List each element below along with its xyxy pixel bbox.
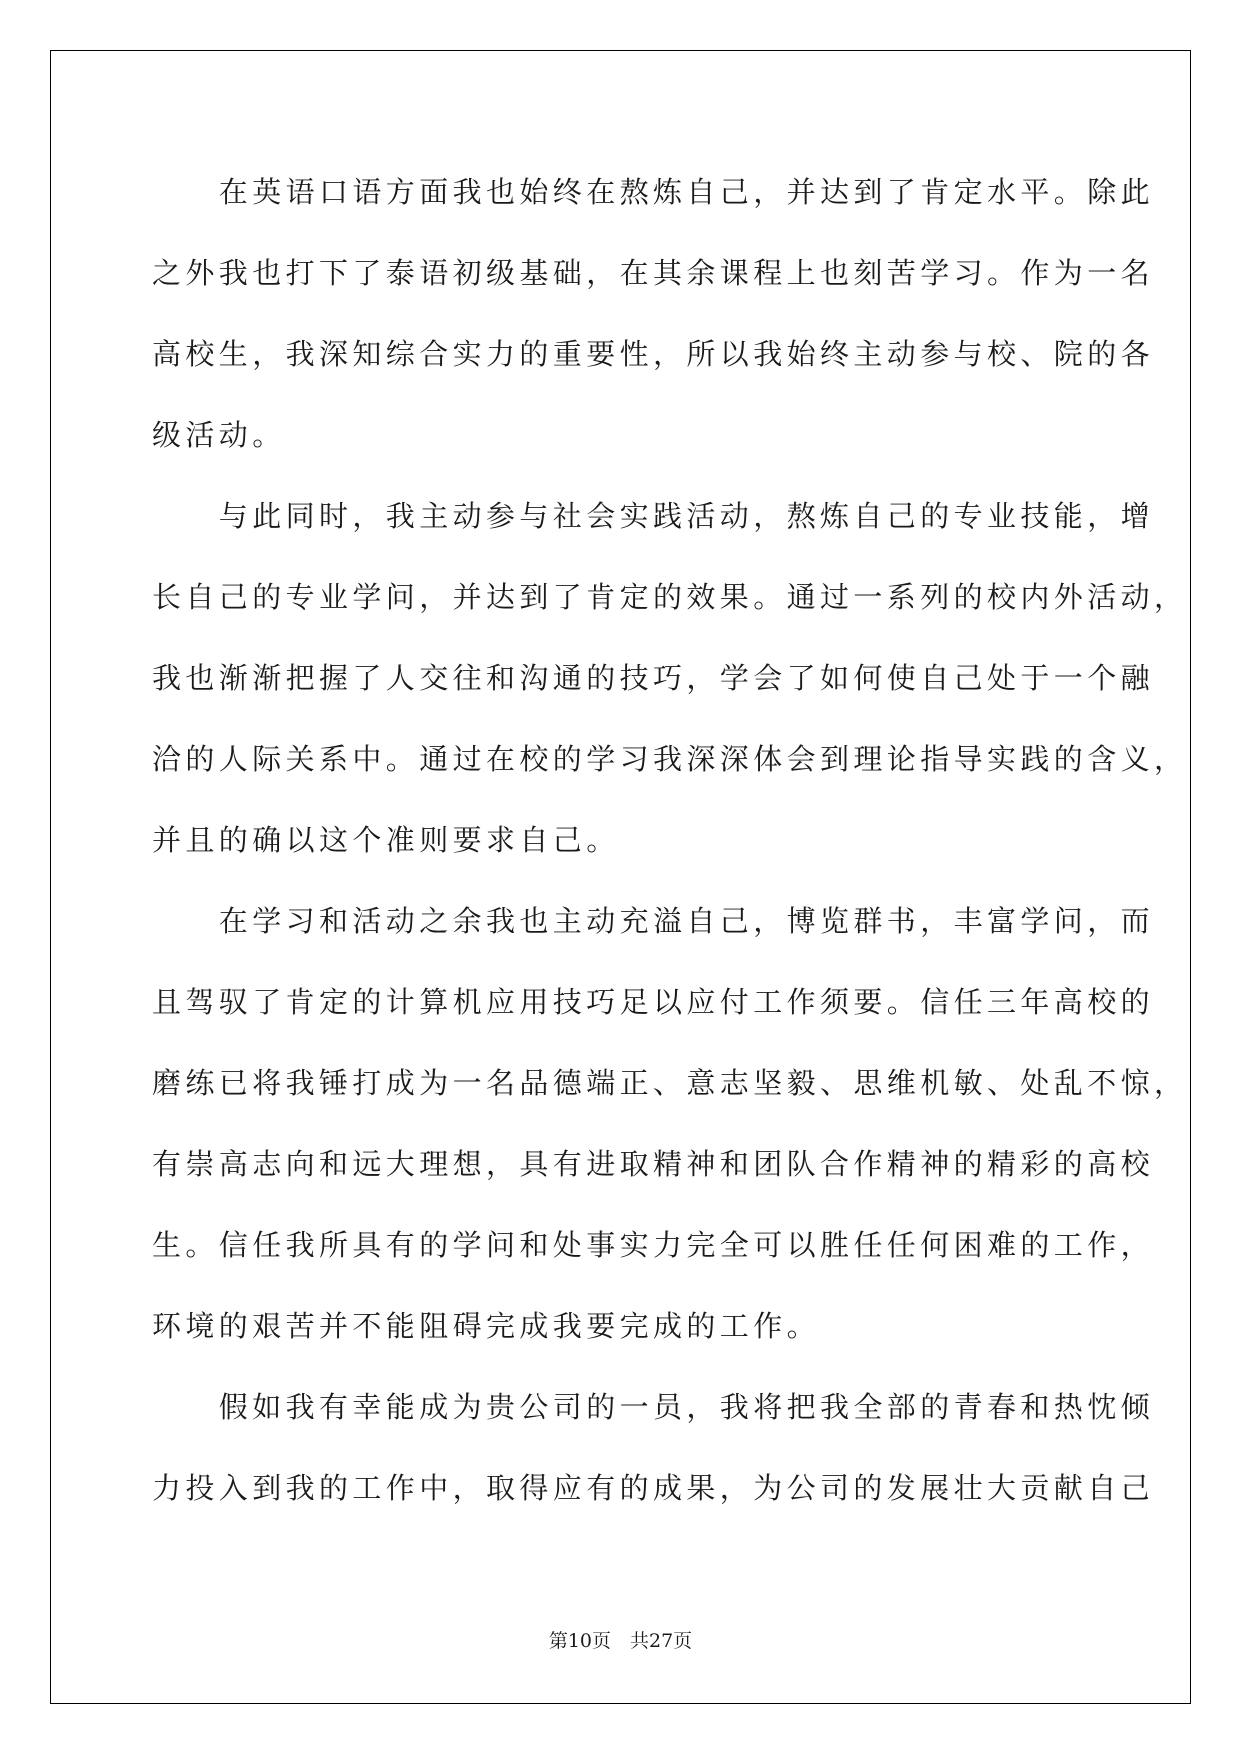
text-line: 生。信任我所具有的学问和处事实力完全可以胜任任何困难的工作， [152,1228,1155,1262]
text-line: 在英语口语方面我也始终在熬炼自己，并达到了肯定水平。除此 [152,175,1155,209]
text-line: 在学习和活动之余我也主动充溢自己，博览群书，丰富学问，而 [152,904,1155,938]
text-line: 有崇高志向和远大理想，具有进取精神和团队合作精神的精彩的高校 [152,1147,1155,1181]
text-line: 假如我有幸能成为贵公司的一员，我将把我全部的青春和热忱倾 [152,1390,1155,1424]
text-line: 长自己的专业学问，并达到了肯定的效果。通过一系列的校内外活动， [152,580,1188,614]
text-line: 与此同时，我主动参与社会实践活动，熬炼自己的专业技能，增 [152,499,1155,533]
text-line: 并且的确以这个准则要求自己。 [152,823,620,857]
text-line: 磨练已将我锤打成为一名品德端正、意志坚毅、思维机敏、处乱不惊， [152,1066,1188,1100]
page-number: 第10页 共27页 [548,1630,693,1652]
text-line: 力投入到我的工作中，取得应有的成果，为公司的发展壮大贡献自己 [152,1471,1155,1505]
page-border [50,50,1191,1704]
text-line: 环境的艰苦并不能阻碍完成我要完成的工作。 [152,1309,821,1343]
text-line: 之外我也打下了泰语初级基础，在其余课程上也刻苦学习。作为一名 [152,256,1155,290]
text-line: 高校生，我深知综合实力的重要性，所以我始终主动参与校、院的各 [152,337,1155,371]
text-line: 我也渐渐把握了人交往和沟通的技巧，学会了如何使自己处于一个融 [152,661,1155,695]
text-line: 洽的人际关系中。通过在校的学习我深深体会到理论指导实践的含义， [152,742,1188,776]
text-line: 且驾驭了肯定的计算机应用技巧足以应付工作须要。信任三年高校的 [152,985,1155,1019]
text-line: 级活动。 [152,418,286,452]
